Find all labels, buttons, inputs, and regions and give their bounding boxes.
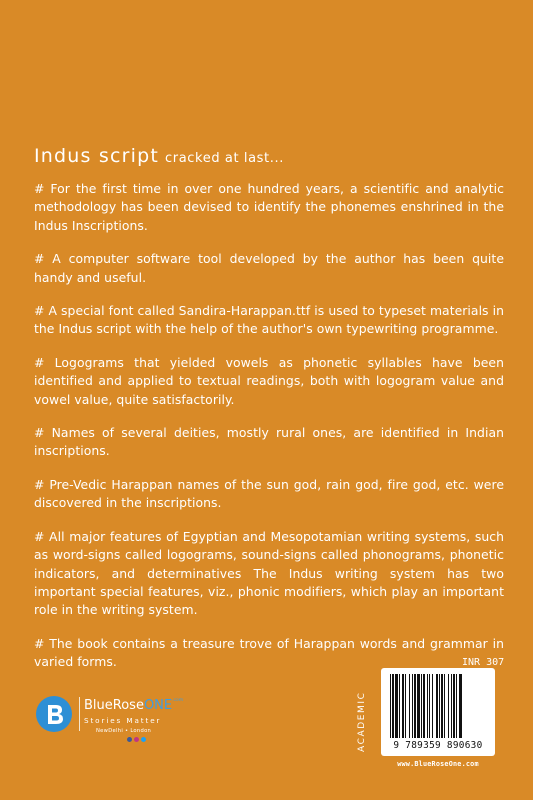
social-icons	[127, 737, 146, 742]
blurb-paragraph: # The book contains a treasure trove of Harappan words and grammar in varied forms.	[34, 635, 504, 670]
bluerose-b-logo-icon	[36, 696, 72, 732]
logo-divider	[79, 697, 80, 731]
isbn-barcode	[381, 668, 495, 756]
brand-com: .com	[172, 698, 184, 703]
blurb-paragraph: # Names of several deities, mostly rural ones, are identified in Indian inscriptions.	[34, 425, 504, 459]
title-main: Indus script	[34, 145, 160, 167]
price-label: INR 307	[462, 657, 505, 668]
blurb-paragraph: # A computer software tool developed by the author has been quite handy and useful.	[34, 251, 504, 285]
blurb-paragraphs	[34, 180, 504, 687]
title-sub: cracked at last...	[165, 151, 284, 166]
brand-main: BlueRose	[84, 698, 144, 713]
facebook-icon	[127, 737, 132, 742]
publisher-website: www.BlueRoseOne.com	[397, 760, 479, 768]
twitter-icon	[141, 737, 146, 742]
publisher-tagline: Stories Matter	[84, 716, 162, 725]
blurb-paragraph: # For the first time in over one hundred years, a scientific and analytic methodology has been devised to identify the phonemes enshrined in the Indus Inscriptions.	[34, 181, 504, 233]
brand-accent: ONE	[143, 698, 173, 713]
isbn-number: 9 789359 890630	[393, 740, 483, 751]
instagram-icon	[134, 737, 139, 742]
blurb-paragraph: # All major features of Egyptian and Mesopotamian writing systems, such as word-signs called logograms, sound-signs called phonograms, phonetic indicators, and determinatives The Indus writing system has two important special features, viz., phonic modifiers, which play an important role in the writing system.	[34, 528, 504, 618]
publisher-cities: NewDelhi • London	[96, 728, 152, 734]
publisher-brand	[84, 698, 183, 713]
barcode-bars-icon	[389, 674, 487, 738]
blurb-paragraph: # Pre-Vedic Harappan names of the sun god, rain god, fire god, etc. were discovered in the inscriptions.	[34, 476, 504, 511]
category-label: ACADEMIC	[357, 691, 367, 752]
blurb-paragraph: # Logograms that yielded vowels as phonetic syllables have been identified and applied to textual readings, both with logogram value and vowel value, quite satisfactorily.	[34, 354, 504, 407]
blurb-title	[34, 145, 284, 167]
blurb-paragraph: # A special font called Sandira-Harappan.ttf is used to typeset materials in the Indus script with the help of the author's own typewriting programme.	[34, 303, 504, 337]
